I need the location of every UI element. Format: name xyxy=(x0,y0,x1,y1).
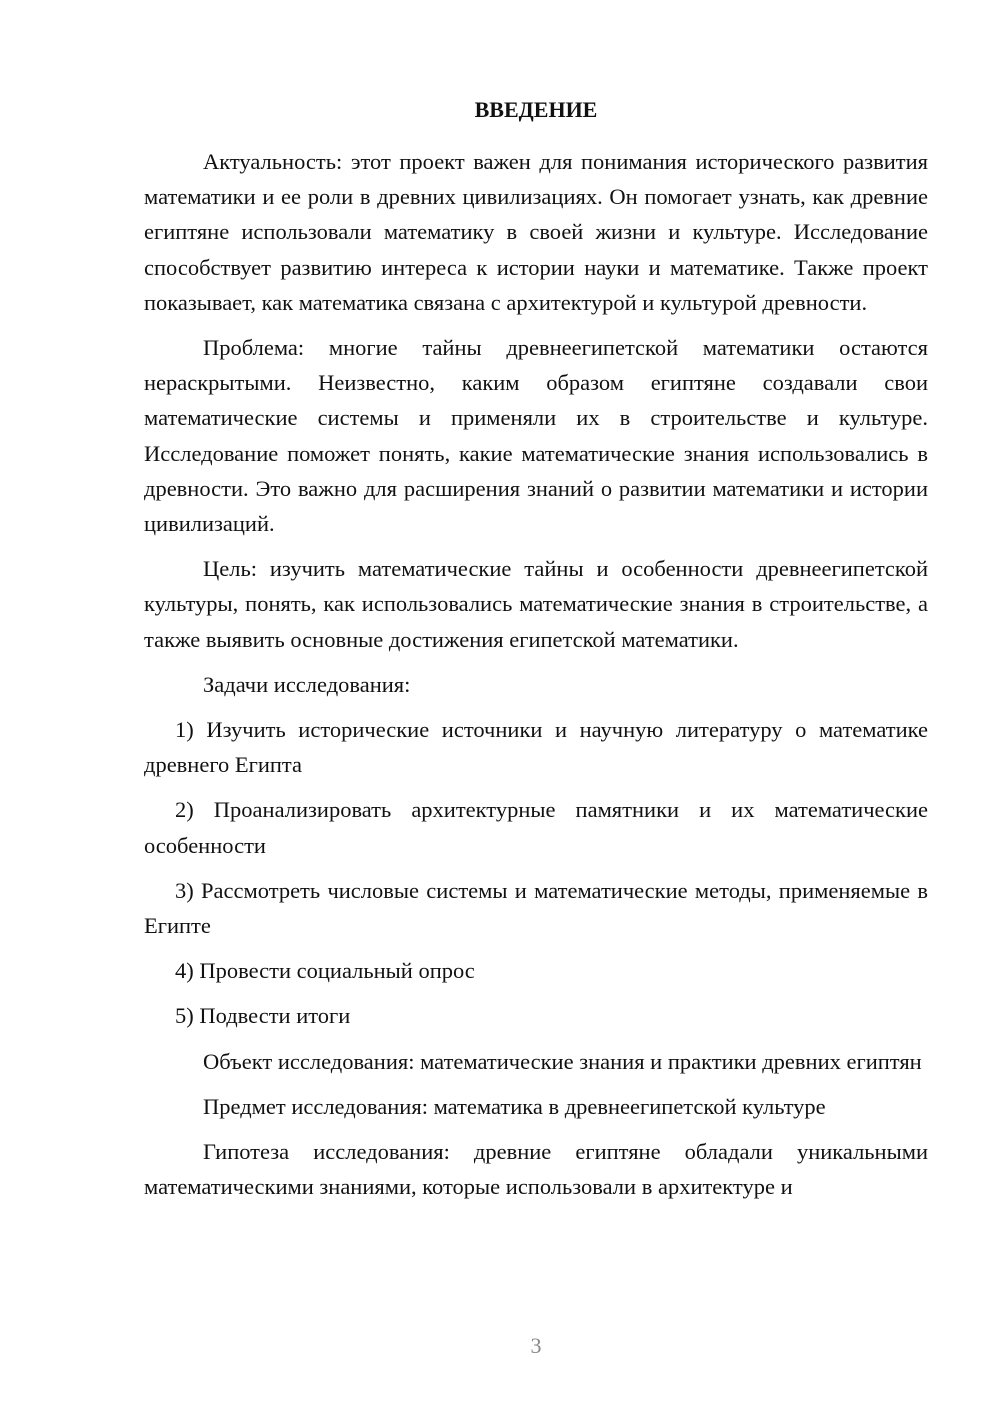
task-item-1: 1) Изучить исторические источники и научную литературу о математике древнего Египта xyxy=(144,717,928,778)
document-page xyxy=(144,95,928,1214)
tasks-heading: Задачи исследования: xyxy=(203,671,411,697)
paragraph-goal: Цель: изучить математические тайны и особенности древнеегипетской культуры, понять, как использовались математические знания в строительстве, а также выявить основные достижения египетской математики. xyxy=(144,556,928,652)
page-number: 3 xyxy=(530,1333,542,1358)
paragraph-subject: Предмет исследования: математика в древнеегипетской культуре xyxy=(203,1093,826,1119)
paragraph-relevance: Актуальность: этот проект важен для понимания исторического развития математики и ее роли в древних цивилизациях. Он помогает узнать, как древние египтяне использовали математику в своей жизни и культуре. Исследование способствует развитию интереса к истории науки и математике. Также проект показывает, как математика связана с архитектурой и культурой древности. xyxy=(144,149,928,315)
paragraph-problem: Проблема: многие тайны древнеегипетской математики остаются нераскрытыми. Неизвестно, каким образом египтяне создавали свои математические системы и применяли их в строительстве и культуре. Исследование поможет понять, какие математические знания использовались в древности. Это важно для расширения знаний о развитии математики и истории цивилизаций. xyxy=(144,335,928,537)
task-item-4: 4) Провести социальный опрос xyxy=(175,958,475,984)
task-item-3: 3) Рассмотреть числовые системы и математические методы, применяемые в Египте xyxy=(144,877,928,939)
section-title: ВВЕДЕНИЕ xyxy=(474,97,598,122)
paragraph-hypothesis: Гипотеза исследования: древние египтяне обладали уникальными математическими знаниями, которые использовали в архитектуре и xyxy=(144,1139,928,1200)
paragraph-object: Объект исследования: математические знания и практики древних египтян xyxy=(203,1048,922,1074)
task-item-2: 2) Проанализировать архитектурные памятники и их математические особенности xyxy=(144,797,928,858)
task-item-5: 5) Подвести итоги xyxy=(175,1003,351,1029)
